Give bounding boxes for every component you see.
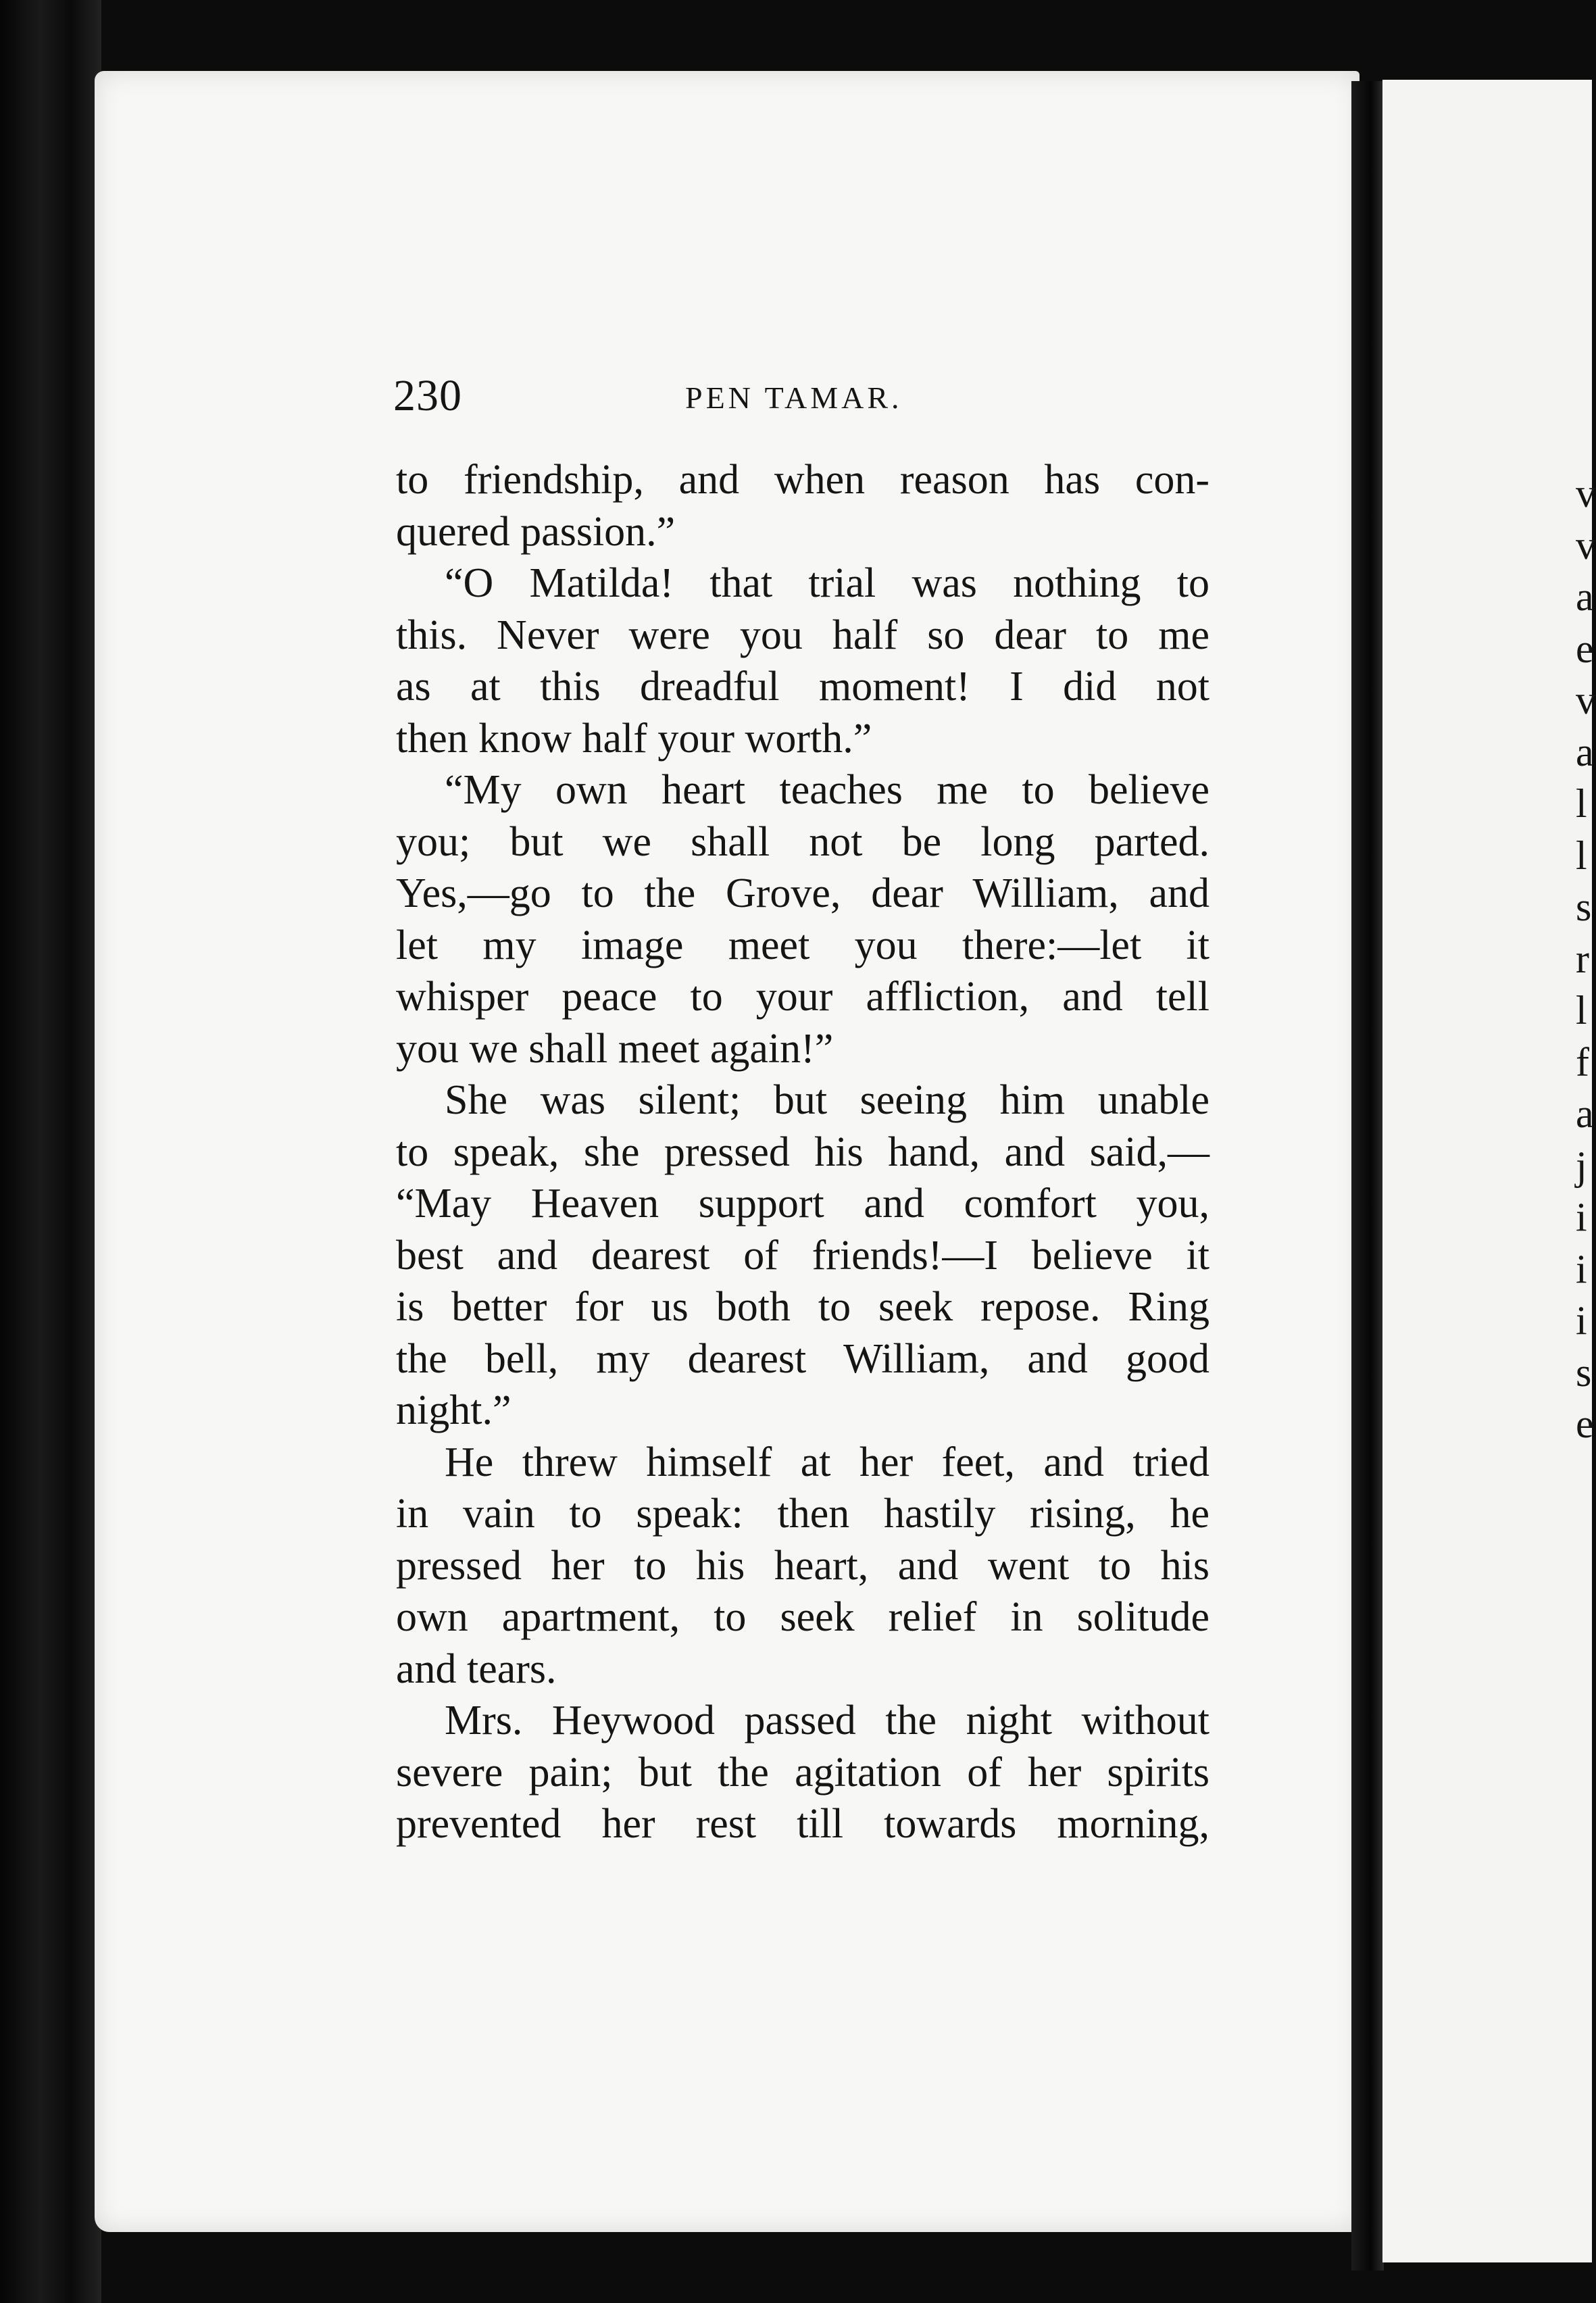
body-text [396, 454, 1210, 1850]
text-line: She was silent; but seeing him unable [445, 1077, 1210, 1123]
facing-page-letter: l [1576, 833, 1587, 878]
text-line: severe pain; but the agitation of her spirits [396, 1749, 1210, 1796]
facing-page-letter: i [1576, 1195, 1587, 1239]
running-head [393, 370, 1210, 424]
facing-page-letter: a [1576, 729, 1594, 774]
text-line: the bell, my dearest William, and good [396, 1335, 1210, 1382]
text-line: He threw himself at her feet, and tried [445, 1439, 1210, 1485]
text-line: best and dearest of friends!—I believe it [396, 1232, 1210, 1279]
facing-page-letter: f [1576, 1039, 1589, 1085]
text-line: you we shall meet again!” [396, 1025, 834, 1072]
text-line: night.” [396, 1387, 512, 1433]
text-line: own apartment, to seek relief in solitude [396, 1594, 1210, 1640]
text-line: prevented her rest till towards morning, [396, 1801, 1210, 1847]
facing-page-letter: i [1576, 1246, 1587, 1291]
text-line: “My own heart teaches me to believe [445, 767, 1210, 813]
text-line: is better for us both to seek repose. Ring [396, 1284, 1210, 1330]
facing-page-letter: v [1576, 522, 1596, 568]
facing-page-letter: s [1576, 885, 1592, 929]
facing-page-letter: v [1576, 471, 1596, 516]
facing-page-letter: l [1576, 988, 1587, 1033]
running-title: PEN TAMAR. [685, 380, 903, 415]
text-line: you; but we shall not be long parted. [396, 818, 1210, 865]
facing-page-letter: j [1576, 1143, 1587, 1188]
facing-page-letter: a [1576, 1091, 1594, 1136]
facing-page-letter: v [1576, 678, 1596, 722]
text-line: quered passion.” [396, 508, 676, 555]
facing-page-letter: e [1576, 1402, 1594, 1446]
text-line: to friendship, and when reason has con- [396, 457, 1210, 503]
text-line: Mrs. Heywood passed the night without [445, 1698, 1210, 1743]
text-line: “May Heaven support and comfort you, [396, 1181, 1210, 1227]
facing-page-letter: a [1576, 574, 1594, 619]
facing-page-letter: s [1576, 1349, 1592, 1395]
text-line: whisper peace to your affliction, and tell [396, 974, 1210, 1020]
text-line: then know half your worth.” [396, 715, 872, 762]
facing-page-letter: r [1576, 936, 1589, 981]
text-line: as at this dreadful moment! I did not [396, 664, 1210, 710]
book-page-right [1382, 80, 1592, 2262]
text-line: to speak, she pressed his hand, and said,— [396, 1129, 1210, 1175]
text-line: Yes,—go to the Grove, dear William, and [396, 870, 1210, 916]
page-number: 230 [393, 371, 462, 420]
book-binding-edge [0, 0, 101, 2303]
text-line: pressed her to his heart, and went to his [396, 1542, 1210, 1589]
text-line: let my image meet you there:—let it [396, 922, 1210, 968]
text-line: in vain to speak: then hastily rising, he [396, 1491, 1210, 1537]
facing-page-letter: i [1576, 1298, 1587, 1343]
text-line: and tears. [396, 1645, 557, 1692]
facing-page-letter: l [1576, 781, 1587, 826]
book-gutter [1351, 81, 1384, 2271]
facing-page-letter: e [1576, 626, 1594, 671]
text-line: this. Never were you half so dear to me [396, 612, 1210, 658]
text-line: “O Matilda! that trial was nothing to [445, 560, 1210, 606]
